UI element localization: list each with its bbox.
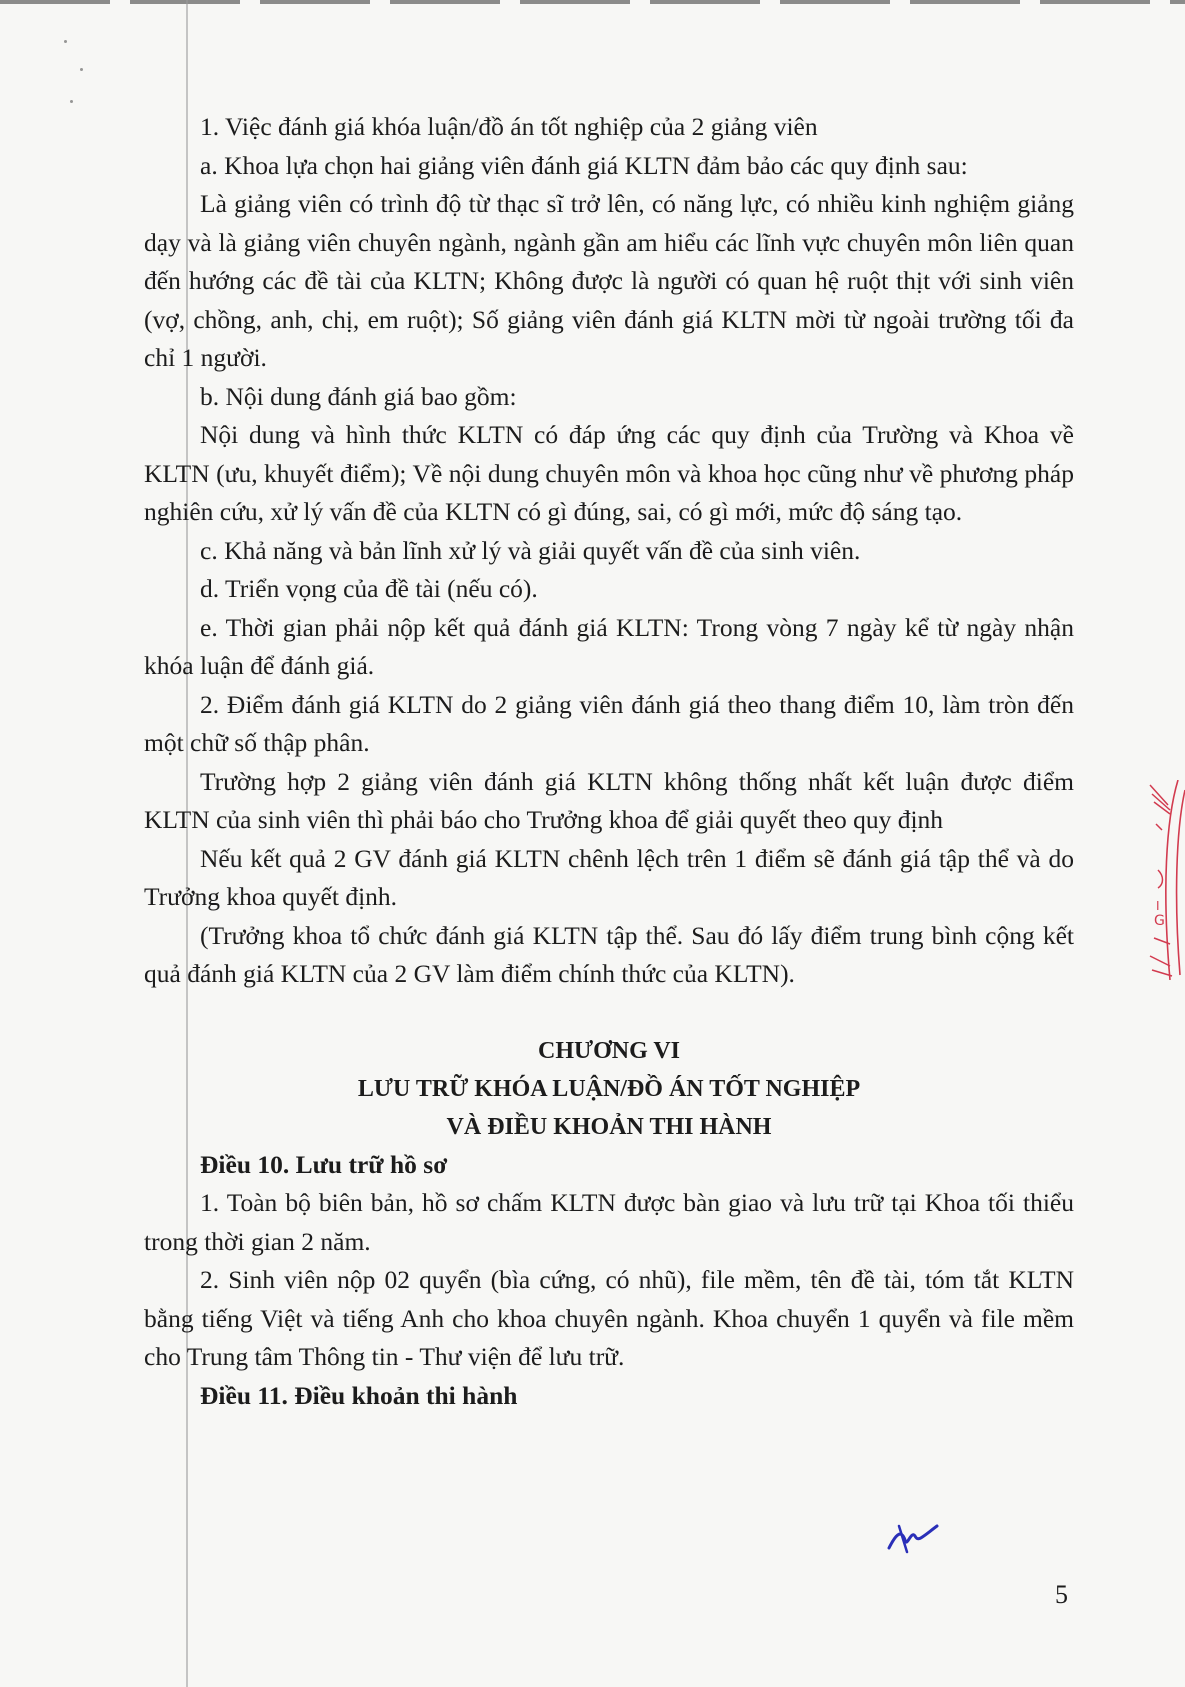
paragraph-1d: d. Triển vọng của đề tài (nếu có). [200, 574, 538, 603]
page-number: 5 [1055, 1580, 1068, 1609]
paragraph-1: 1. Việc đánh giá khóa luận/đồ án tốt nghiệp của 2 giảng viên [200, 112, 818, 141]
paragraph-1c: c. Khả năng và bản lĩnh xử lý và giải quyết vấn đề của sinh viên. [200, 535, 861, 565]
svg-text:I: I [1156, 899, 1160, 913]
svg-text:G: G [1154, 913, 1165, 929]
article-11-title: Điều 11. Điều khoản thi hành [200, 1380, 518, 1410]
paragraph-1a: a. Khoa lựa chọn hai giảng viên đánh giá KLTN đảm bảo các quy định sau: [200, 150, 968, 180]
paragraph-1e: e. Thời gian phải nộp kết quả đánh giá KLTN: Trong vòng 7 ngày kể từ ngày nhận khóa luận để đánh giá. [144, 612, 1074, 680]
paragraph-2-diff: Nếu kết quả 2 GV đánh giá KLTN chênh lệch trên 1 điểm sẽ đánh giá tập thể và do Trưởng khoa quyết định. [144, 843, 1074, 911]
paragraph-1a-body: Là giảng viên có trình độ từ thạc sĩ trở lên, có năng lực, có nhiều kinh nghiệm giảng dạy và là giảng viên chuyên ngành, ngành gần am hiểu các lĩnh vực chuyên môn liên quan đến hướng các đề tài của KLTN; Không được là người có quan hệ ruột thịt với sinh viên (vợ, chồng, anh, chị, em ruột); Số giảng viên đánh giá KLTN mời từ ngoài trường tối đa chỉ 1 người. [144, 189, 1074, 372]
scan-speck [64, 40, 67, 43]
initials-signature-icon [885, 1518, 940, 1558]
stamp-fragment-icon [1148, 780, 1185, 980]
article-10-title: Điều 10. Lưu trữ hồ sơ [200, 1149, 448, 1179]
article-10-p2: 2. Sinh viên nộp 02 quyển (bìa cứng, có nhũ), file mềm, tên đề tài, tóm tắt KLTN bằng tiếng Việt và tiếng Anh cho khoa chuyên ngành. Khoa chuyển 1 quyển và file mềm cho Trung tâm Thông tin - Thư viện để lưu trữ. [144, 1265, 1074, 1371]
chapter-title-line2: VÀ ĐIỀU KHOẢN THI HÀNH [446, 1113, 772, 1140]
paragraph-1b: b. Nội dung đánh giá bao gồm: [200, 381, 517, 411]
scan-top-edge [0, 0, 1185, 4]
chapter-number: CHƯƠNG VI [537, 1037, 680, 1064]
paragraph-2-case: Trường hợp 2 giảng viên đánh giá KLTN không thống nhất kết luận được điểm KLTN của sinh viên thì phải báo cho Trưởng khoa để giải quyết theo quy định [144, 766, 1074, 834]
chapter-title-line1: LƯU TRỮ KHÓA LUẬN/ĐỒ ÁN TỐT NGHIỆP [357, 1075, 861, 1102]
paragraph-2: 2. Điểm đánh giá KLTN do 2 giảng viên đánh giá theo thang điểm 10, làm tròn đến một chữ số thập phân. [144, 689, 1074, 757]
paragraph-1b-body: Nội dung và hình thức KLTN có đáp ứng các quy định của Trường và Khoa về KLTN (ưu, khuyết điểm); Về nội dung chuyên môn và khoa học cũng như về phương pháp nghiên cứu, xử lý vấn đề của KLTN có gì đúng, sai, có gì mới, mức độ sáng tạo. [144, 420, 1074, 526]
paragraph-2-note: (Trưởng khoa tổ chức đánh giá KLTN tập thể. Sau đó lấy điểm trung bình cộng kết quả đánh giá KLTN của 2 GV làm điểm chính thức của KLTN). [144, 920, 1074, 988]
scan-speck [70, 100, 73, 103]
article-10-p1: 1. Toàn bộ biên bản, hồ sơ chấm KLTN được bàn giao và lưu trữ tại Khoa tối thiểu trong thời gian 2 năm. [144, 1188, 1074, 1256]
scan-speck [80, 68, 83, 71]
document-page [144, 108, 1074, 1415]
